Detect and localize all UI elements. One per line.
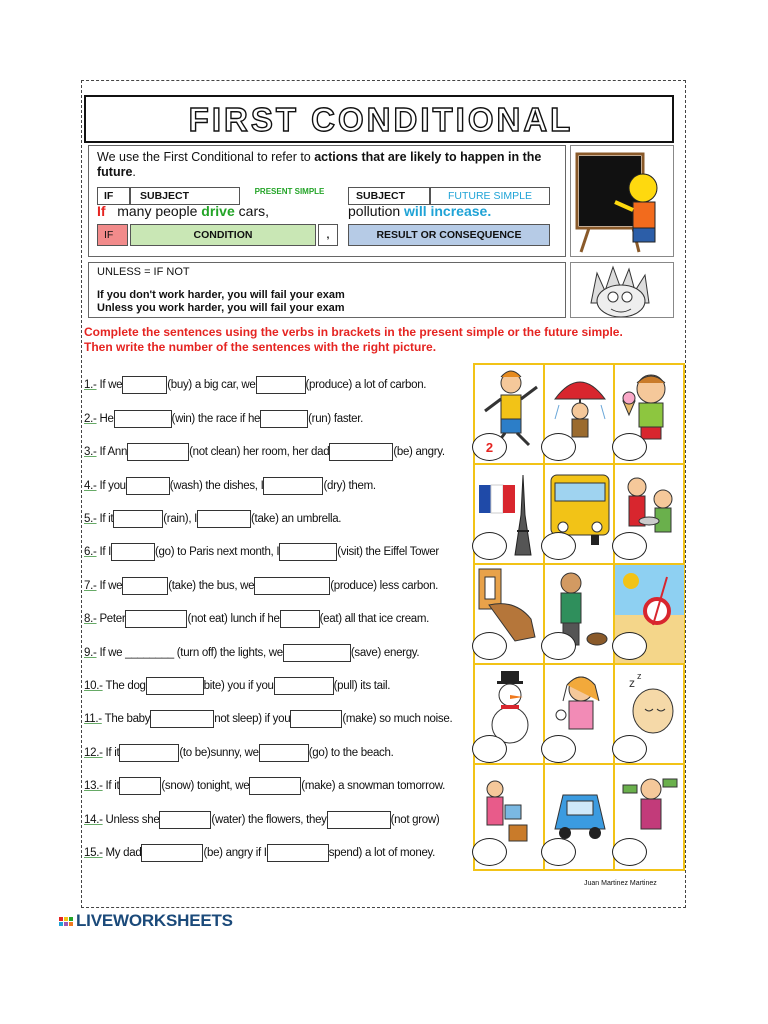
sentence-5: 5.- If it (rain), I (take) an umbrella. (84, 509, 341, 529)
example-result (348, 203, 491, 219)
answer-input[interactable] (122, 376, 167, 394)
answer-input[interactable] (150, 710, 214, 728)
answer-input[interactable] (256, 376, 306, 394)
unless-example-1: If you don't work harder, you will fail your exam (97, 289, 345, 301)
answer-input[interactable] (197, 510, 251, 528)
future-simple-cell: FUTURE SIMPLE (430, 187, 550, 205)
title-graphic (86, 97, 676, 141)
answer-input[interactable] (119, 744, 179, 762)
answer-input[interactable] (159, 811, 211, 829)
sentence-1: 1.- If we (buy) a big car, we (produce) a lot of carbon. (84, 375, 426, 395)
answer-input[interactable] (327, 811, 391, 829)
answer-input[interactable] (259, 744, 309, 762)
intro-part2: . (132, 165, 136, 179)
answer-bubble-1[interactable]: 2 (472, 433, 507, 461)
sentence-2: 2.- He (win) the race if he (run) faster. (84, 409, 363, 429)
answer-bubble-4[interactable] (472, 532, 507, 560)
page-title: FIRST CONDITIONAL (188, 101, 574, 138)
answer-input[interactable] (274, 677, 334, 695)
answer-input[interactable] (329, 443, 393, 461)
sentence-15: 15.- My dad (be) angry if I spend) a lot of money. (84, 843, 435, 863)
answer-input[interactable] (141, 844, 203, 862)
answer-bubble-6[interactable] (612, 532, 647, 560)
subject-header-cell: SUBJECT (130, 187, 240, 205)
svg-text:z: z (629, 676, 635, 690)
intro-bold: actions that are likely to happen in the future (97, 150, 542, 179)
sentence-12: 12.- If it (to be)sunny, we (go) to the beach. (84, 743, 394, 763)
unless-title: UNLESS = IF NOT (97, 266, 190, 278)
sentence-9: 9.- If we ________ (turn off) the lights, we (save) energy. (84, 643, 419, 663)
author-credit: Juan Martinez Martinez (584, 880, 657, 887)
example-text1: many people (117, 203, 198, 219)
sentence-13: 13.- If it (snow) tonight, we (make) a snowman tomorrow. (84, 776, 445, 796)
answer-bubble-8[interactable] (541, 632, 576, 660)
sentence-10: 10.- The dog bite) you if you (pull) its tail. (84, 676, 390, 696)
condition-cell: CONDITION (130, 224, 316, 246)
example-condition (97, 203, 269, 219)
answer-bubble-15[interactable] (612, 838, 647, 866)
answer-bubble-2[interactable] (541, 433, 576, 461)
answer-input[interactable] (254, 577, 330, 595)
result-cell: RESULT OR CONSEQUENCE (348, 224, 550, 246)
answer-input[interactable] (125, 610, 187, 628)
answer-bubble-13[interactable] (472, 838, 507, 866)
answer-input[interactable] (263, 477, 323, 495)
intro-part1: We use the First Conditional to refer to (97, 150, 315, 164)
sentence-6: 6.- If I (go) to Paris next month, I (visit) the Eiffel Tower (84, 542, 439, 562)
answer-bubble-11[interactable] (541, 735, 576, 763)
svg-text:z: z (637, 671, 642, 681)
answer-input[interactable] (290, 710, 342, 728)
answer-input[interactable] (127, 443, 189, 461)
answer-input[interactable] (279, 543, 337, 561)
answer-input[interactable] (111, 543, 155, 561)
answer-bubble-10[interactable] (472, 735, 507, 763)
answer-input[interactable] (283, 644, 351, 662)
sentence-4: 4.- If you (wash) the dishes, I (dry) them. (84, 476, 376, 496)
liveworksheets-logo (59, 911, 233, 931)
sentence-11: 11.- The baby not sleep) if you (make) so much noise. (84, 709, 452, 729)
example-text2: cars, (238, 203, 269, 219)
answer-bubble-7[interactable] (472, 632, 507, 660)
bart-chalkboard-image (570, 145, 674, 257)
answer-bubble-5[interactable] (541, 532, 576, 560)
answer-input[interactable] (122, 577, 168, 595)
intro-text (97, 150, 557, 180)
example-text3: pollution (348, 203, 401, 219)
example-verb1: drive (201, 203, 235, 219)
sentence-8: 8.- Peter (not eat) lunch if he (eat) all that ice cream. (84, 609, 429, 629)
subject2-header-cell: SUBJECT (348, 187, 430, 205)
instructions: Complete the sentences using the verbs in brackets in the present simple or the future simple. Then write the number of the sentences with the right picture. (84, 325, 623, 354)
sentence-14: 14.- Unless she (water) the flowers, they (not grow) (84, 810, 439, 830)
example-verb2: will increase. (404, 203, 492, 219)
sentence-7: 7.- If we (take) the bus, we (produce) less carbon. (84, 576, 438, 596)
present-simple-label: PRESENT SIMPLE (254, 187, 325, 196)
answer-input[interactable] (126, 477, 170, 495)
answer-input[interactable] (113, 510, 163, 528)
if-header-cell: IF (97, 187, 130, 205)
answer-bubble-12[interactable] (612, 735, 647, 763)
sentence-3: 3.- If Ann (not clean) her room, her dad (be) angry. (84, 442, 445, 462)
answer-input[interactable] (280, 610, 320, 628)
logo-text: LIVEWORKSHEETS (76, 911, 233, 930)
answer-input[interactable] (119, 777, 161, 795)
condition-if-cell: IF (97, 224, 128, 246)
logo-mark-icon (59, 917, 73, 926)
answer-input[interactable] (249, 777, 301, 795)
lisa-image (570, 262, 674, 318)
title-banner (84, 95, 674, 143)
answer-bubble-9[interactable] (612, 632, 647, 660)
answer-input[interactable] (267, 844, 329, 862)
unless-example-2: Unless you work harder, you will fail your exam (97, 302, 345, 314)
answer-input[interactable] (146, 677, 204, 695)
answer-input[interactable] (260, 410, 308, 428)
answer-input[interactable] (114, 410, 172, 428)
comma-cell: , (318, 224, 338, 246)
example-if: If (97, 203, 106, 219)
answer-bubble-3[interactable] (612, 433, 647, 461)
answer-bubble-14[interactable] (541, 838, 576, 866)
